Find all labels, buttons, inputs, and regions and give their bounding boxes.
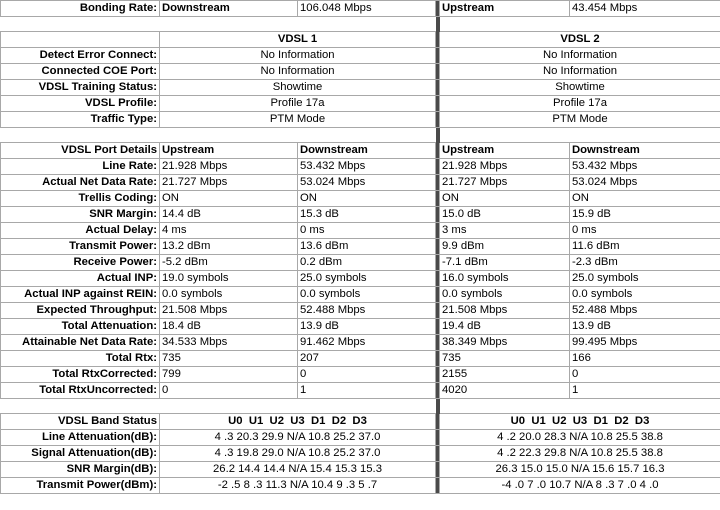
- vdsl-training-status-vdsl2-value: Showtime: [440, 80, 720, 96]
- vdsl-training-status-row: [1, 80, 720, 96]
- actual-delay-label: Actual Delay:: [1, 223, 160, 239]
- total-rtxuncorrected-vdsl1-upstream: 0: [160, 383, 298, 399]
- total-rtxuncorrected-row: [1, 383, 720, 399]
- spacer-row: [1, 17, 720, 32]
- actual-delay-vdsl2-upstream: 3 ms: [440, 223, 570, 239]
- actual-inp-label: Actual INP:: [1, 271, 160, 287]
- actual-net-data-rate-label: Actual Net Data Rate:: [1, 175, 160, 191]
- actual-inp-row: [1, 271, 720, 287]
- actual-inp-vdsl2-upstream: 16.0 symbols: [440, 271, 570, 287]
- actual-inp-against-rein-vdsl2-downstream: 0.0 symbols: [570, 287, 720, 303]
- snr-margin-vdsl2-downstream: 15.9 dB: [570, 207, 720, 223]
- total-rtx-vdsl2-downstream: 166: [570, 351, 720, 367]
- snr-margin-vdsl2-upstream: 15.0 dB: [440, 207, 570, 223]
- attainable-net-data-rate-vdsl1-downstream: 91.462 Mbps: [298, 335, 436, 351]
- trellis-coding-vdsl2-downstream: ON: [570, 191, 720, 207]
- actual-inp-vdsl2-downstream: 25.0 symbols: [570, 271, 720, 287]
- snr-margin-label: SNR Margin:: [1, 207, 160, 223]
- attainable-net-data-rate-label: Attainable Net Data Rate:: [1, 335, 160, 351]
- receive-power-vdsl1-upstream: -5.2 dBm: [160, 255, 298, 271]
- total-attenuation-label: Total Attenuation:: [1, 319, 160, 335]
- actual-delay-row: [1, 223, 720, 239]
- vdsl2-title: VDSL 2: [440, 32, 720, 48]
- bonding-downstream-label: Downstream: [160, 1, 298, 17]
- trellis-coding-vdsl1-upstream: ON: [160, 191, 298, 207]
- vdsl2-downstream-header: Downstream: [570, 143, 720, 159]
- total-rtx-row: [1, 351, 720, 367]
- snr-margin-row: [1, 207, 720, 223]
- trellis-coding-row: [1, 191, 720, 207]
- detect-error-connect-vdsl1-value: No Information: [160, 48, 436, 64]
- transmit-power-vdsl1-upstream: 13.2 dBm: [160, 239, 298, 255]
- actual-inp-against-rein-label: Actual INP against REIN:: [1, 287, 160, 303]
- transmit-power-vdsl1-downstream: 13.6 dBm: [298, 239, 436, 255]
- actual-net-data-rate-vdsl2-upstream: 21.727 Mbps: [440, 175, 570, 191]
- total-rtxuncorrected-vdsl1-downstream: 1: [298, 383, 436, 399]
- expected-throughput-row: [1, 303, 720, 319]
- line-attenuation-db-row: [1, 430, 720, 446]
- expected-throughput-vdsl2-upstream: 21.508 Mbps: [440, 303, 570, 319]
- expected-throughput-label: Expected Throughput:: [1, 303, 160, 319]
- snr-margin-db-row: [1, 462, 720, 478]
- bonding-rate-row: [1, 1, 720, 17]
- total-rtxcorrected-vdsl1-downstream: 0: [298, 367, 436, 383]
- total-rtxcorrected-row: [1, 367, 720, 383]
- total-rtx-vdsl1-upstream: 735: [160, 351, 298, 367]
- receive-power-vdsl2-downstream: -2.3 dBm: [570, 255, 720, 271]
- vdsl2-upstream-header: Upstream: [440, 143, 570, 159]
- port-details-header-row: [1, 143, 720, 159]
- total-rtxuncorrected-vdsl2-upstream: 4020: [440, 383, 570, 399]
- receive-power-vdsl1-downstream: 0.2 dBm: [298, 255, 436, 271]
- expected-throughput-vdsl1-downstream: 52.488 Mbps: [298, 303, 436, 319]
- trellis-coding-vdsl2-upstream: ON: [440, 191, 570, 207]
- total-attenuation-vdsl2-downstream: 13.9 dB: [570, 319, 720, 335]
- actual-inp-against-rein-row: [1, 287, 720, 303]
- total-rtx-vdsl1-downstream: 207: [298, 351, 436, 367]
- line-rate-vdsl1-upstream: 21.928 Mbps: [160, 159, 298, 175]
- receive-power-label: Receive Power:: [1, 255, 160, 271]
- signal-attenuation-db-label: Signal Attenuation(dB):: [1, 446, 160, 462]
- total-attenuation-vdsl1-upstream: 18.4 dB: [160, 319, 298, 335]
- actual-inp-vdsl1-upstream: 19.0 symbols: [160, 271, 298, 287]
- actual-net-data-rate-vdsl1-downstream: 53.024 Mbps: [298, 175, 436, 191]
- trellis-coding-vdsl1-downstream: ON: [298, 191, 436, 207]
- bonding-upstream-label: Upstream: [440, 1, 570, 17]
- snr-margin-db-label: SNR Margin(dB):: [1, 462, 160, 478]
- line-attenuation-db-vdsl1-value: 4 .3 20.3 29.9 N/A 10.8 25.2 37.0: [160, 430, 436, 446]
- traffic-type-vdsl1-value: PTM Mode: [160, 112, 436, 128]
- line-rate-label: Line Rate:: [1, 159, 160, 175]
- connected-coe-port-vdsl2-value: No Information: [440, 64, 720, 80]
- snr-margin-db-vdsl2-value: 26.3 15.0 15.0 N/A 15.6 15.7 16.3: [440, 462, 720, 478]
- traffic-type-row: [1, 112, 720, 128]
- connected-coe-port-row: [1, 64, 720, 80]
- actual-delay-vdsl1-downstream: 0 ms: [298, 223, 436, 239]
- transmit-power-dbm-label: Transmit Power(dBm):: [1, 478, 160, 494]
- attainable-net-data-rate-vdsl1-upstream: 34.533 Mbps: [160, 335, 298, 351]
- vdsl-profile-label: VDSL Profile:: [1, 96, 160, 112]
- total-rtxuncorrected-label: Total RtxUncorrected:: [1, 383, 160, 399]
- traffic-type-label: Traffic Type:: [1, 112, 160, 128]
- signal-attenuation-db-row: [1, 446, 720, 462]
- connected-coe-port-vdsl1-value: No Information: [160, 64, 436, 80]
- vdsl1-title: VDSL 1: [160, 32, 436, 48]
- snr-margin-vdsl1-downstream: 15.3 dB: [298, 207, 436, 223]
- detect-error-connect-label: Detect Error Connect:: [1, 48, 160, 64]
- line-attenuation-db-label: Line Attenuation(dB):: [1, 430, 160, 446]
- vdsl1-downstream-header: Downstream: [298, 143, 436, 159]
- receive-power-row: [1, 255, 720, 271]
- total-attenuation-vdsl1-downstream: 13.9 dB: [298, 319, 436, 335]
- traffic-type-vdsl2-value: PTM Mode: [440, 112, 720, 128]
- spacer-row: [1, 399, 720, 414]
- total-rtxcorrected-vdsl2-upstream: 2155: [440, 367, 570, 383]
- line-title-row: [1, 32, 720, 48]
- attainable-net-data-rate-vdsl2-downstream: 99.495 Mbps: [570, 335, 720, 351]
- actual-inp-against-rein-vdsl1-downstream: 0.0 symbols: [298, 287, 436, 303]
- line-attenuation-db-vdsl2-value: 4 .2 20.0 28.3 N/A 10.8 25.5 38.8: [440, 430, 720, 446]
- vdsl1-upstream-header: Upstream: [160, 143, 298, 159]
- transmit-power-dbm-row: [1, 478, 720, 494]
- vdsl1-band-header: U0 U1 U2 U3 D1 D2 D3: [160, 414, 436, 430]
- actual-net-data-rate-vdsl2-downstream: 53.024 Mbps: [570, 175, 720, 191]
- expected-throughput-vdsl2-downstream: 52.488 Mbps: [570, 303, 720, 319]
- total-attenuation-row: [1, 319, 720, 335]
- line-rate-vdsl1-downstream: 53.432 Mbps: [298, 159, 436, 175]
- detect-error-connect-row: [1, 48, 720, 64]
- actual-delay-vdsl2-downstream: 0 ms: [570, 223, 720, 239]
- total-rtxcorrected-label: Total RtxCorrected:: [1, 367, 160, 383]
- vdsl-profile-row: [1, 96, 720, 112]
- band-status-label: VDSL Band Status: [1, 414, 160, 430]
- transmit-power-dbm-vdsl1-value: -2 .5 8 .3 11.3 N/A 10.4 9 .3 5 .7: [160, 478, 436, 494]
- actual-inp-against-rein-vdsl1-upstream: 0.0 symbols: [160, 287, 298, 303]
- port-details-label: VDSL Port Details: [1, 143, 160, 159]
- vdsl-profile-vdsl2-value: Profile 17a: [440, 96, 720, 112]
- vdsl-training-status-vdsl1-value: Showtime: [160, 80, 436, 96]
- signal-attenuation-db-vdsl1-value: 4 .3 19.8 29.0 N/A 10.8 25.2 37.0: [160, 446, 436, 462]
- actual-inp-vdsl1-downstream: 25.0 symbols: [298, 271, 436, 287]
- detect-error-connect-vdsl2-value: No Information: [440, 48, 720, 64]
- receive-power-vdsl2-upstream: -7.1 dBm: [440, 255, 570, 271]
- line-rate-vdsl2-upstream: 21.928 Mbps: [440, 159, 570, 175]
- total-rtx-label: Total Rtx:: [1, 351, 160, 367]
- actual-inp-against-rein-vdsl2-upstream: 0.0 symbols: [440, 287, 570, 303]
- trellis-coding-label: Trellis Coding:: [1, 191, 160, 207]
- total-rtxcorrected-vdsl2-downstream: 0: [570, 367, 720, 383]
- vdsl2-band-header: U0 U1 U2 U3 D1 D2 D3: [440, 414, 720, 430]
- line-rate-vdsl2-downstream: 53.432 Mbps: [570, 159, 720, 175]
- attainable-net-data-rate-row: [1, 335, 720, 351]
- attainable-net-data-rate-vdsl2-upstream: 38.349 Mbps: [440, 335, 570, 351]
- vdsl-profile-vdsl1-value: Profile 17a: [160, 96, 436, 112]
- spacer-row: [1, 128, 720, 143]
- signal-attenuation-db-vdsl2-value: 4 .2 22.3 29.8 N/A 10.8 25.5 38.8: [440, 446, 720, 462]
- bonding-rate-label: Bonding Rate:: [1, 1, 160, 17]
- transmit-power-label: Transmit Power:: [1, 239, 160, 255]
- transmit-power-vdsl2-upstream: 9.9 dBm: [440, 239, 570, 255]
- transmit-power-dbm-vdsl2-value: -4 .0 7 .0 10.7 N/A 8 .3 7 .0 4 .0: [440, 478, 720, 494]
- total-rtxcorrected-vdsl1-upstream: 799: [160, 367, 298, 383]
- expected-throughput-vdsl1-upstream: 21.508 Mbps: [160, 303, 298, 319]
- bonding-upstream-value: 43.454 Mbps: [570, 1, 720, 17]
- band-status-header-row: [1, 414, 720, 430]
- line-rate-row: [1, 159, 720, 175]
- snr-margin-db-vdsl1-value: 26.2 14.4 14.4 N/A 15.4 15.3 15.3: [160, 462, 436, 478]
- snr-margin-vdsl1-upstream: 14.4 dB: [160, 207, 298, 223]
- transmit-power-vdsl2-downstream: 11.6 dBm: [570, 239, 720, 255]
- actual-net-data-rate-row: [1, 175, 720, 191]
- transmit-power-row: [1, 239, 720, 255]
- total-rtxuncorrected-vdsl2-downstream: 1: [570, 383, 720, 399]
- actual-net-data-rate-vdsl1-upstream: 21.727 Mbps: [160, 175, 298, 191]
- bonding-downstream-value: 106.048 Mbps: [298, 1, 436, 17]
- actual-delay-vdsl1-upstream: 4 ms: [160, 223, 298, 239]
- vdsl-training-status-label: VDSL Training Status:: [1, 80, 160, 96]
- connected-coe-port-label: Connected COE Port:: [1, 64, 160, 80]
- total-rtx-vdsl2-upstream: 735: [440, 351, 570, 367]
- total-attenuation-vdsl2-upstream: 19.4 dB: [440, 319, 570, 335]
